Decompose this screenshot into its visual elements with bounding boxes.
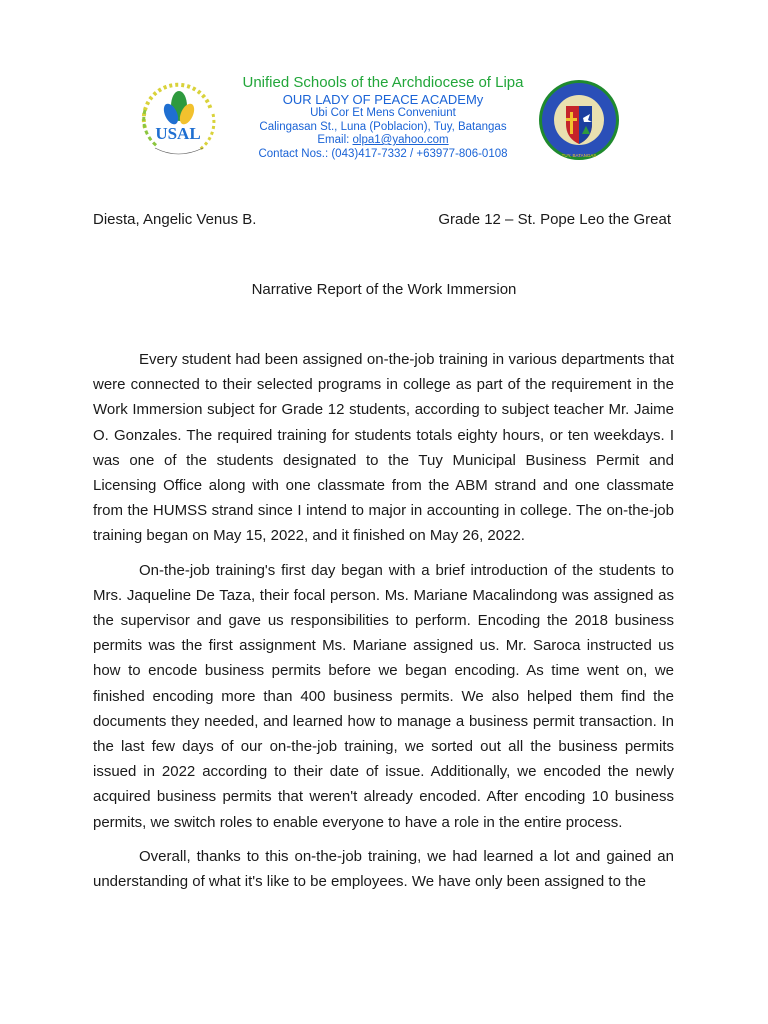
report-body — [93, 347, 674, 903]
school-contact: Contact Nos.: (043)417-7332 / +63977-806-0108 — [258, 147, 508, 160]
paragraph-3: Overall, thanks to this on-the-job training, we had learned a lot and gained an understanding of what it's like to be employees. We have only been assigned to the — [93, 847, 674, 891]
school-name: OUR LADY OF PEACE ACADEMy — [282, 92, 484, 107]
school-address: Calingasan St., Luna (Poblacion), Tuy, Batangas — [259, 120, 507, 133]
email-label: Email: — [317, 134, 353, 146]
usal-logo-text: USAL — [155, 124, 201, 143]
student-name: Diesta, Angelic Venus B. — [93, 211, 257, 228]
organization-name: Unified Schools of the Archdiocese of Lipa — [242, 74, 524, 91]
olpa-seal-logo — [536, 78, 622, 162]
email-link[interactable]: olpa1@yahoo.com — [352, 134, 449, 146]
seal-bottom-text: TUY, BATANGAS — [561, 153, 597, 158]
school-motto: Ubi Cor Et Mens Conveniunt — [310, 107, 456, 119]
student-info-row — [93, 211, 671, 231]
letterhead — [200, 74, 566, 161]
report-title: Narrative Report of the Work Immersion — [251, 281, 517, 298]
school-email-line — [200, 134, 566, 148]
student-grade-section: Grade 12 – St. Pope Leo the Great — [438, 211, 671, 228]
paragraph-2: On-the-job training's first day began with a brief introduction of the students to Mrs. Jaqueline De Taza, their focal person. Ms. Mariane Macalindong was assigned as the supervisor and gave us responsibilities to perform. Encoding the 2018 business permits was the first assignment Ms. Mariane assigned us. Mr. Saroca instructed us how to encode business permits before we began encoding. As time went on, we finished encoding more than 400 business permits. We also helped them find the documents they needed, and learned how to manage a business permit transaction. In the last few days of our on-the-job training, we sorted out all the business permits issued in 2022 according to their date of issue. Additionally, we encoded the newly acquired business permits that weren't already encoded. After encoding 10 business permits, we switch roles to enable everyone to have a role in the entire process. — [93, 561, 674, 831]
paragraph-1: Every student had been assigned on-the-job training in various departments that were connected to their selected programs in college as part of the requirement in the Work Immersion subject for Grade 12 students, according to subject teacher Mr. Jaime O. Gonzales. The required training for students totals eighty hours, or ten weekdays. I was one of the students designated to the Tuy Municipal Business Permit and Licensing Office along with one classmate from the ABM strand and one classmate from the HUMSS strand since I intend to major in accounting in college. The on-the-job training began on May 15, 2022, and it finished on May 26, 2022. — [93, 351, 674, 545]
olpa-seal-graphic — [536, 78, 622, 162]
